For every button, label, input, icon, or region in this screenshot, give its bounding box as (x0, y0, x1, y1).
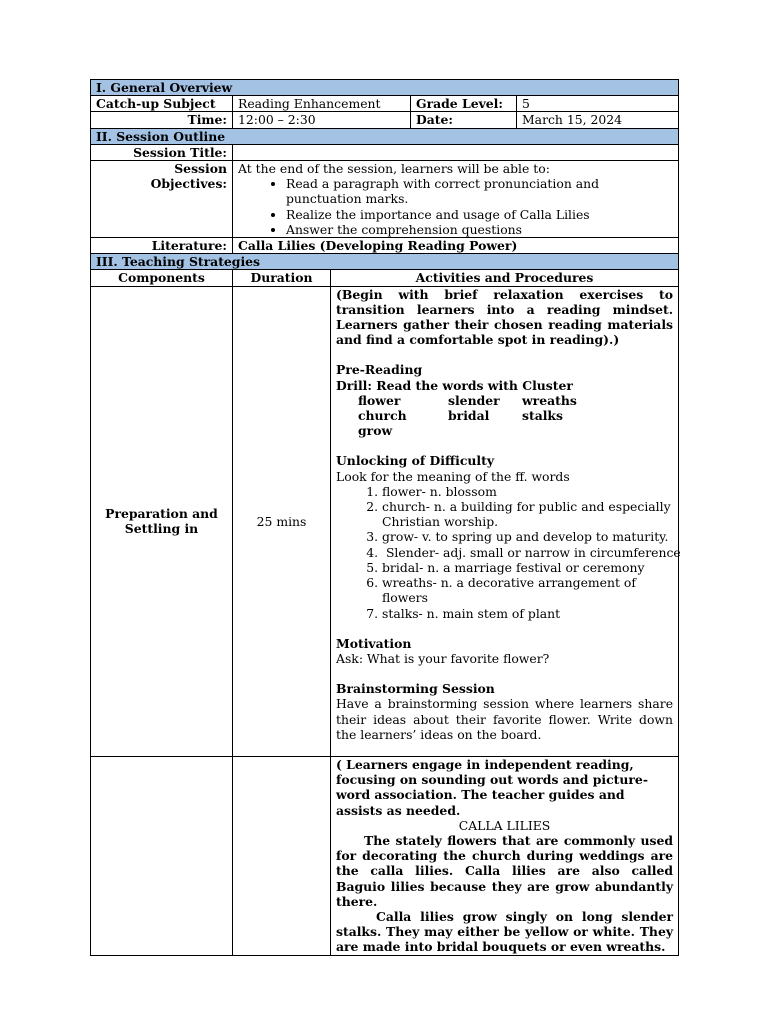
objective-item: • Read a paragraph with correct pronunciation and punctuation marks. (286, 176, 673, 206)
time-row (91, 112, 679, 128)
reading-intro: ( Learners engage in independent reading, focusing on sounding out words and picture-word association. The teacher guides and assists as needed. (336, 756, 648, 818)
definition-item: 7. stalks- n. main stem of plant (382, 606, 673, 621)
lesson-plan-table (90, 79, 679, 956)
unlocking-title: Unlocking of Difficulty (336, 453, 495, 469)
literature-label: Literature: (91, 238, 233, 254)
subject-row (91, 96, 679, 112)
prereading-title: Pre-Reading (336, 362, 423, 378)
general-overview-header: I. General Overview (91, 80, 679, 96)
drill-word: slender (448, 392, 500, 408)
unlocking-intro: Look for the meaning of the ff. words (336, 468, 570, 484)
brainstorm-title: Brainstorming Session (336, 681, 495, 697)
session-objectives-row (91, 161, 679, 238)
story-paragraph-2: Calla lilies grow singly on long slender stalks. They may either be yellow or white. They are made into bridal bouquets or even wreaths. (336, 908, 674, 955)
preparation-intro: (Begin with brief relaxation exercises to transition learners into a reading mindset. Learners gather their chosen reading materials and find a comfortable spot in reading).) (336, 286, 674, 348)
components-column-header: Components (91, 270, 233, 286)
definition-item: 5. bridal- n. a marriage festival or ceremony (382, 560, 673, 575)
literature-value: Calla Lilies (Developing Reading Power) (233, 238, 679, 254)
brainstorm-text: Have a brainstorming session where learners share their ideas about their favorite flower. Write down the learners’ ideas on the board. (336, 696, 674, 742)
reading-duration (233, 756, 331, 955)
session-title-label: Session Title: (91, 144, 233, 160)
date-label: Date: (411, 112, 517, 128)
definition-item: 1. flower- n. blossom (382, 484, 673, 499)
preparation-component: Preparation and Settling in (91, 286, 233, 756)
activities-column-header: Activities and Procedures (331, 270, 679, 286)
strategies-column-header-row (91, 270, 679, 286)
lesson-plan-document (90, 79, 681, 956)
motivation-title: Motivation (336, 635, 412, 651)
date-value: March 15, 2024 (517, 112, 679, 128)
preparation-activities (331, 286, 679, 756)
definition-item: 3. grow- v. to spring up and develop to maturity. (382, 529, 673, 544)
reading-component (91, 756, 233, 955)
definition-item: 4. Slender- adj. small or narrow in circumference (382, 545, 673, 560)
subject-value: Reading Enhancement (233, 96, 411, 112)
session-outline-header: II. Session Outline (91, 128, 679, 144)
definition-item: 6. wreaths- n. a decorative arrangement of flowers (382, 575, 673, 605)
objectives-list (238, 176, 673, 237)
objective-item: • Answer the comprehension questions (286, 222, 673, 237)
subject-label: Catch-up Subject (91, 96, 233, 112)
session-objectives-cell (233, 161, 679, 238)
preparation-row (91, 286, 679, 756)
teaching-strategies-header: III. Teaching Strategies (91, 254, 679, 270)
objective-item: • Realize the importance and usage of Calla Lilies (286, 207, 673, 222)
preparation-duration: 25 mins (233, 286, 331, 756)
objectives-intro: At the end of the session, learners will be able to: (238, 161, 550, 177)
session-title-row (91, 144, 679, 160)
story-title: CALLA LILIES (458, 817, 551, 833)
session-objectives-label: Session Objectives: (91, 161, 233, 238)
drill-word: stalks (522, 408, 563, 424)
reading-row (91, 756, 679, 955)
drill-word: grow (358, 423, 393, 439)
drill-word: flower (358, 392, 401, 408)
grade-label: Grade Level: (411, 96, 517, 112)
literature-row (91, 238, 679, 254)
duration-column-header: Duration (233, 270, 331, 286)
motivation-text: Ask: What is your favorite flower? (336, 650, 550, 666)
grade-value: 5 (517, 96, 679, 112)
drill-word: wreaths (522, 392, 577, 408)
time-label: Time: (91, 112, 233, 128)
drill-word: church (358, 408, 407, 424)
session-title-value (233, 144, 679, 160)
session-outline-header-row (91, 128, 679, 144)
definition-item: 2. church- n. a building for public and especially Christian worship. (382, 499, 673, 529)
drill-word: bridal (448, 408, 490, 424)
drill-title: Drill: Read the words with Cluster (336, 377, 573, 393)
story-paragraph-1: The stately flowers that are commonly used for decorating the church during weddings are the calla lilies. Calla lilies are also called Baguio lilies because they are grow abundantly there. (336, 832, 674, 909)
time-value: 12:00 – 2:30 (233, 112, 411, 128)
reading-activities (331, 756, 679, 955)
definitions-list (336, 483, 681, 621)
teaching-strategies-header-row (91, 254, 679, 270)
general-overview-header-row (91, 80, 679, 96)
drill-words (336, 393, 673, 439)
